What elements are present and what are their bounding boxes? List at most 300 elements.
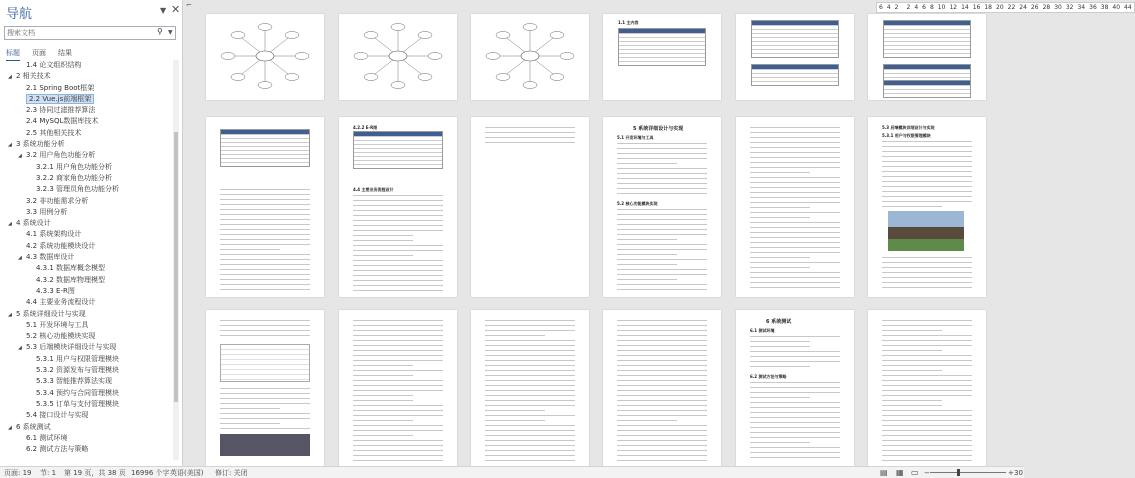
nav-heading-item[interactable] xyxy=(0,433,172,444)
nav-heading-label: 4.1 系统架构设计 xyxy=(26,230,82,239)
nav-heading-item[interactable] xyxy=(0,422,172,433)
nav-heading-item[interactable] xyxy=(0,150,172,161)
text-line xyxy=(353,245,443,246)
collapse-arrow-icon[interactable]: ◢ xyxy=(8,311,12,318)
text-line xyxy=(353,220,443,221)
nav-heading-label: 4.4 主要业务流程设计 xyxy=(26,298,96,307)
data-table xyxy=(353,131,443,169)
text-line xyxy=(750,361,840,362)
er-diagram xyxy=(220,21,310,91)
text-line xyxy=(750,351,840,352)
zoom-slider-thumb[interactable] xyxy=(957,469,960,476)
nav-scrollbar-thumb[interactable] xyxy=(174,132,178,402)
text-line xyxy=(882,380,972,381)
text-line xyxy=(617,269,707,270)
text-line xyxy=(220,269,310,270)
nav-heading-label: 3 系统功能分析 xyxy=(16,140,65,149)
nav-heading-item[interactable] xyxy=(0,71,172,82)
collapse-arrow-icon[interactable]: ◢ xyxy=(8,221,12,228)
text-line xyxy=(485,330,575,331)
nav-heading-label: 5.1 开发环境与工具 xyxy=(26,320,89,329)
document-page[interactable] xyxy=(868,117,986,297)
text-line xyxy=(882,405,942,406)
table-row xyxy=(619,61,705,65)
chevron-down-icon[interactable]: ▼ xyxy=(160,6,167,15)
text-line xyxy=(485,142,575,143)
document-page[interactable] xyxy=(206,117,324,297)
status-revision[interactable]: 修订: 关闭 xyxy=(215,469,248,477)
ruler-number: 28 xyxy=(1042,4,1051,11)
text-line xyxy=(353,285,443,286)
nav-heading-item[interactable] xyxy=(0,342,172,353)
nav-heading-label: 4.2 系统功能模块设计 xyxy=(26,241,96,250)
text-line xyxy=(353,250,443,251)
ruler-number: 10 xyxy=(937,4,946,11)
text-line xyxy=(220,289,310,290)
collapse-arrow-icon[interactable]: ◢ xyxy=(8,74,12,81)
nav-heading-label: 2.4 MySQL数据库技术 xyxy=(26,117,99,126)
nav-heading-label: 2.1 Spring Boot框架 xyxy=(26,83,95,92)
nav-heading-item[interactable] xyxy=(0,207,172,218)
table-row xyxy=(884,93,970,97)
text-line xyxy=(220,249,280,250)
document-page[interactable] xyxy=(868,310,986,466)
text-line xyxy=(750,147,840,148)
text-line xyxy=(750,267,810,268)
nav-heading-label: 3.2.3 管理员角色功能分析 xyxy=(36,185,120,194)
ruler-number: 12 xyxy=(949,4,958,11)
text-line xyxy=(485,340,575,341)
nav-heading-item[interactable] xyxy=(0,94,172,105)
text-line xyxy=(750,227,840,228)
text-line xyxy=(617,440,707,441)
text-line xyxy=(617,148,707,149)
text-line xyxy=(882,156,972,157)
text-line xyxy=(353,225,443,226)
text-line xyxy=(617,385,707,386)
nav-heading-item[interactable] xyxy=(0,365,172,376)
text-line xyxy=(617,209,707,210)
text-line xyxy=(750,217,810,218)
text-line xyxy=(617,350,707,351)
text-line xyxy=(617,163,677,164)
text-line xyxy=(882,410,972,411)
text-line xyxy=(220,398,310,399)
nav-heading-label: 3.2 非功能需求分析 xyxy=(26,196,89,205)
nav-heading-item[interactable] xyxy=(0,410,172,421)
nav-heading-label: 2.5 其他相关技术 xyxy=(26,128,82,137)
text-line xyxy=(220,393,310,394)
text-line xyxy=(617,320,707,321)
text-line xyxy=(750,252,840,253)
text-line xyxy=(220,325,310,326)
text-line xyxy=(750,346,810,347)
nav-title: 导航 xyxy=(6,7,33,22)
nav-heading-item[interactable] xyxy=(0,275,172,286)
text-line xyxy=(353,240,413,241)
nav-heading-item[interactable] xyxy=(0,354,172,365)
nav-heading-label: 5 系统详细设计与实现 xyxy=(16,309,86,318)
document-page[interactable] xyxy=(339,310,457,466)
text-line xyxy=(882,267,972,268)
text-line xyxy=(220,194,310,195)
ruler-number: 40 xyxy=(1112,4,1121,11)
ruler-number: 4 xyxy=(886,4,891,11)
web-layout-icon[interactable]: ▭ xyxy=(911,468,919,477)
text-line xyxy=(750,202,840,203)
text-line xyxy=(353,330,443,331)
nav-heading-label: 3.2.1 用户角色功能分析 xyxy=(36,162,113,171)
text-line xyxy=(750,277,840,278)
nav-heading-item[interactable] xyxy=(0,331,172,342)
nav-heading-item[interactable] xyxy=(0,218,172,229)
text-line xyxy=(220,403,310,404)
text-line xyxy=(617,400,707,401)
nav-heading-item[interactable] xyxy=(0,60,172,71)
tab-results[interactable]: 结果 xyxy=(58,49,72,57)
text-line xyxy=(617,289,707,290)
text-line xyxy=(750,282,840,283)
text-line xyxy=(220,239,310,240)
read-mode-icon[interactable]: ▤ xyxy=(880,468,888,477)
text-line xyxy=(353,210,443,211)
close-icon[interactable]: ✕ xyxy=(171,3,181,16)
text-line xyxy=(485,355,575,356)
text-line xyxy=(882,385,972,386)
text-line xyxy=(353,255,413,256)
text-line xyxy=(617,340,707,341)
document-page[interactable] xyxy=(206,14,324,100)
text-line xyxy=(617,445,707,446)
text-line xyxy=(485,435,575,436)
document-page[interactable] xyxy=(603,117,721,297)
text-line xyxy=(353,380,443,381)
text-line xyxy=(353,270,443,271)
nav-heading-label: 5.3.1 用户与权限管理模块 xyxy=(36,354,120,363)
text-line xyxy=(220,204,310,205)
status-page-of[interactable]: 第 19 页，共 38 页 xyxy=(64,469,126,477)
collapse-arrow-icon[interactable]: ◢ xyxy=(18,345,22,352)
text-line xyxy=(750,397,810,398)
text-line xyxy=(353,385,443,386)
text-line xyxy=(353,320,443,321)
document-page[interactable] xyxy=(471,310,589,466)
text-line xyxy=(353,365,413,366)
text-line xyxy=(882,400,942,401)
nav-heading-label: 6 系统测试 xyxy=(16,422,51,431)
nav-heading-item[interactable] xyxy=(0,229,172,240)
text-line xyxy=(220,418,310,419)
text-line xyxy=(617,254,677,255)
status-language[interactable]: 英语(美国) xyxy=(170,469,204,477)
text-line xyxy=(750,457,840,458)
text-line xyxy=(485,345,575,346)
search-dropdown-icon[interactable]: ▼ xyxy=(168,29,173,36)
zoom-out-icon[interactable]: − xyxy=(924,469,930,477)
nav-header xyxy=(0,0,182,24)
text-line xyxy=(485,320,575,321)
app-screenshot xyxy=(220,344,310,382)
ruler-number: 4 xyxy=(914,4,919,11)
nav-heading-item[interactable] xyxy=(0,105,172,116)
text-line xyxy=(617,219,707,220)
data-table xyxy=(220,129,310,167)
nav-heading-item[interactable] xyxy=(0,444,172,455)
ruler-number: 38 xyxy=(1100,4,1109,11)
nav-heading-item[interactable] xyxy=(0,83,172,94)
text-line xyxy=(220,214,310,215)
text-line xyxy=(220,229,310,230)
text-line xyxy=(750,137,840,138)
ruler-corner[interactable] xyxy=(184,0,196,12)
text-line xyxy=(220,234,310,235)
text-line xyxy=(882,181,972,182)
horizontal-ruler[interactable] xyxy=(876,2,1135,13)
nav-heading-item[interactable] xyxy=(0,241,172,252)
text-line xyxy=(750,132,840,133)
text-line xyxy=(750,152,840,153)
section-heading: 4.2.2 E-R图 xyxy=(353,125,378,130)
text-line xyxy=(750,392,840,393)
text-line xyxy=(617,455,707,456)
text-line xyxy=(750,336,840,337)
house-photo xyxy=(888,211,964,251)
nav-heading-label: 6.2 测试方法与策略 xyxy=(26,445,89,454)
nav-heading-item[interactable] xyxy=(0,320,172,331)
document-page[interactable] xyxy=(603,310,721,466)
text-line xyxy=(485,325,575,326)
text-line xyxy=(882,146,972,147)
nav-heading-label: 6.1 测试环境 xyxy=(26,433,68,442)
text-line xyxy=(220,408,280,409)
text-line xyxy=(353,230,443,231)
text-line xyxy=(882,365,972,366)
text-line xyxy=(617,460,707,461)
ruler-number: 6 xyxy=(879,4,883,11)
text-line xyxy=(750,157,840,158)
text-line xyxy=(750,167,840,168)
text-line xyxy=(750,427,840,428)
text-line xyxy=(617,274,707,275)
text-line xyxy=(617,183,707,184)
document-page[interactable] xyxy=(736,117,854,297)
section-heading: 5.3.1 用户与权限管理模块 xyxy=(882,133,931,138)
text-line xyxy=(617,259,707,260)
text-line xyxy=(750,341,810,342)
data-table xyxy=(883,80,971,98)
zoom-slider[interactable] xyxy=(930,472,1006,473)
collapse-arrow-icon[interactable]: ◢ xyxy=(8,424,12,431)
document-page[interactable] xyxy=(206,310,324,466)
nav-heading-label: 5.3.2 资源发布与管理模块 xyxy=(36,366,120,375)
nav-heading-label: 2 相关技术 xyxy=(16,72,51,81)
text-line xyxy=(750,442,810,443)
document-page[interactable] xyxy=(339,14,457,100)
text-line xyxy=(750,452,840,453)
text-line xyxy=(485,132,575,133)
text-line xyxy=(353,415,443,416)
text-line xyxy=(617,450,707,451)
text-line xyxy=(750,212,840,213)
text-line xyxy=(617,360,707,361)
zoom-in-icon[interactable]: + xyxy=(1008,469,1014,477)
text-line xyxy=(882,390,972,391)
nav-heading-item[interactable] xyxy=(0,116,172,127)
text-line xyxy=(485,360,575,361)
status-word-count[interactable]: 16996 个字 xyxy=(131,469,170,477)
nav-heading-label: 2.2 Vue.js前端框架 xyxy=(26,94,94,104)
zoom-level[interactable]: 30 xyxy=(1014,469,1023,477)
text-line xyxy=(485,420,545,421)
status-page[interactable]: 页面: 19 xyxy=(4,469,32,477)
ruler-number: 2 xyxy=(906,4,911,11)
text-line xyxy=(617,284,707,285)
data-table xyxy=(751,64,839,86)
text-line xyxy=(617,264,677,265)
text-line xyxy=(617,365,707,366)
text-line xyxy=(220,423,280,424)
nav-heading-item[interactable] xyxy=(0,309,172,320)
nav-heading-item[interactable] xyxy=(0,196,172,207)
nav-search-input[interactable]: 搜索文档 xyxy=(4,26,176,40)
nav-heading-item[interactable] xyxy=(0,376,172,387)
text-line xyxy=(882,345,972,346)
text-line xyxy=(750,407,840,408)
text-line xyxy=(220,413,310,414)
text-line xyxy=(220,428,310,429)
text-line xyxy=(353,325,443,326)
text-line xyxy=(617,425,707,426)
nav-heading-label: 2.3 协同过滤推荐算法 xyxy=(26,106,96,115)
nav-heading-item[interactable] xyxy=(0,162,172,173)
text-line xyxy=(353,275,443,276)
nav-heading-label: 4.3.3 E-R图 xyxy=(36,286,75,295)
text-line xyxy=(485,385,575,386)
text-line xyxy=(353,445,443,446)
nav-scrollbar[interactable] xyxy=(173,60,179,460)
nav-heading-item[interactable] xyxy=(0,252,172,263)
text-line xyxy=(882,415,972,416)
nav-heading-label: 4.3.1 数据库概念模型 xyxy=(36,264,106,273)
text-line xyxy=(617,173,707,174)
document-page[interactable] xyxy=(868,14,986,100)
text-line xyxy=(485,350,575,351)
data-table xyxy=(883,20,971,58)
search-icon[interactable]: ⚲ xyxy=(157,27,163,36)
nav-heading-label: 5.3.3 智能推荐算法实现 xyxy=(36,377,113,386)
nav-heading-item[interactable] xyxy=(0,297,172,308)
text-line xyxy=(617,178,707,179)
text-line xyxy=(485,390,575,391)
text-line xyxy=(617,279,677,280)
document-pages-area[interactable] xyxy=(206,14,1024,466)
text-line xyxy=(750,366,810,367)
text-line xyxy=(750,402,840,403)
nav-heading-item[interactable] xyxy=(0,139,172,150)
text-line xyxy=(750,257,810,258)
text-line xyxy=(750,247,840,248)
text-line xyxy=(617,244,707,245)
text-line xyxy=(882,206,942,207)
collapse-arrow-icon[interactable]: ◢ xyxy=(18,255,22,262)
text-line xyxy=(882,272,972,273)
nav-heading-item[interactable] xyxy=(0,286,172,297)
status-bar xyxy=(0,466,1024,478)
print-layout-icon[interactable]: ▦ xyxy=(896,468,904,477)
tab-headings[interactable]: 标题 xyxy=(6,48,20,61)
text-line xyxy=(750,192,840,193)
text-line xyxy=(353,370,443,371)
nav-heading-item[interactable] xyxy=(0,128,172,139)
nav-heading-item[interactable] xyxy=(0,399,172,410)
text-line xyxy=(617,325,707,326)
nav-heading-label: 1.4 论文组织结构 xyxy=(26,61,82,69)
text-line xyxy=(617,375,707,376)
nav-heading-label: 3.3 用例分析 xyxy=(26,207,68,216)
text-line xyxy=(353,200,443,201)
text-line xyxy=(485,370,575,371)
document-page[interactable] xyxy=(339,117,457,297)
document-page[interactable] xyxy=(471,14,589,100)
text-line xyxy=(750,237,840,238)
text-line xyxy=(882,440,972,441)
document-page[interactable] xyxy=(471,117,589,297)
text-line xyxy=(750,447,840,448)
text-line xyxy=(750,187,840,188)
document-page[interactable] xyxy=(736,310,854,466)
text-line xyxy=(882,455,972,456)
ruler-number: 20 xyxy=(996,4,1004,11)
text-line xyxy=(750,437,840,438)
collapse-arrow-icon[interactable]: ◢ xyxy=(18,153,22,160)
ruler-number: 8 xyxy=(929,4,934,11)
text-line xyxy=(220,388,310,389)
text-line xyxy=(882,287,972,288)
text-line xyxy=(617,330,707,331)
text-line xyxy=(617,390,707,391)
tab-stop-icon[interactable]: ⌐ xyxy=(186,1,192,9)
nav-heading-item[interactable] xyxy=(0,263,172,274)
tab-pages[interactable]: 页面 xyxy=(32,49,46,57)
nav-heading-item[interactable] xyxy=(0,388,172,399)
text-line xyxy=(750,182,840,183)
text-line xyxy=(750,387,840,388)
text-line xyxy=(882,151,972,152)
text-line xyxy=(220,274,310,275)
nav-heading-item[interactable] xyxy=(0,184,172,195)
collapse-arrow-icon[interactable]: ◢ xyxy=(8,142,12,149)
ruler-number: 2 xyxy=(894,4,899,11)
text-line xyxy=(750,222,840,223)
text-line xyxy=(220,284,310,285)
text-line xyxy=(485,127,575,128)
text-line xyxy=(617,395,707,396)
document-page[interactable] xyxy=(736,14,854,100)
text-line xyxy=(750,142,840,143)
table-row xyxy=(221,162,309,166)
text-line xyxy=(617,420,677,421)
status-section[interactable]: 节: 1 xyxy=(40,469,57,477)
ruler-number: 44 xyxy=(1124,4,1132,11)
text-line xyxy=(750,272,840,273)
text-line xyxy=(485,395,575,396)
text-line xyxy=(882,161,972,162)
data-table xyxy=(751,20,839,58)
text-line xyxy=(750,412,840,413)
text-line xyxy=(617,410,707,411)
nav-heading-item[interactable] xyxy=(0,173,172,184)
document-page[interactable] xyxy=(603,14,721,100)
